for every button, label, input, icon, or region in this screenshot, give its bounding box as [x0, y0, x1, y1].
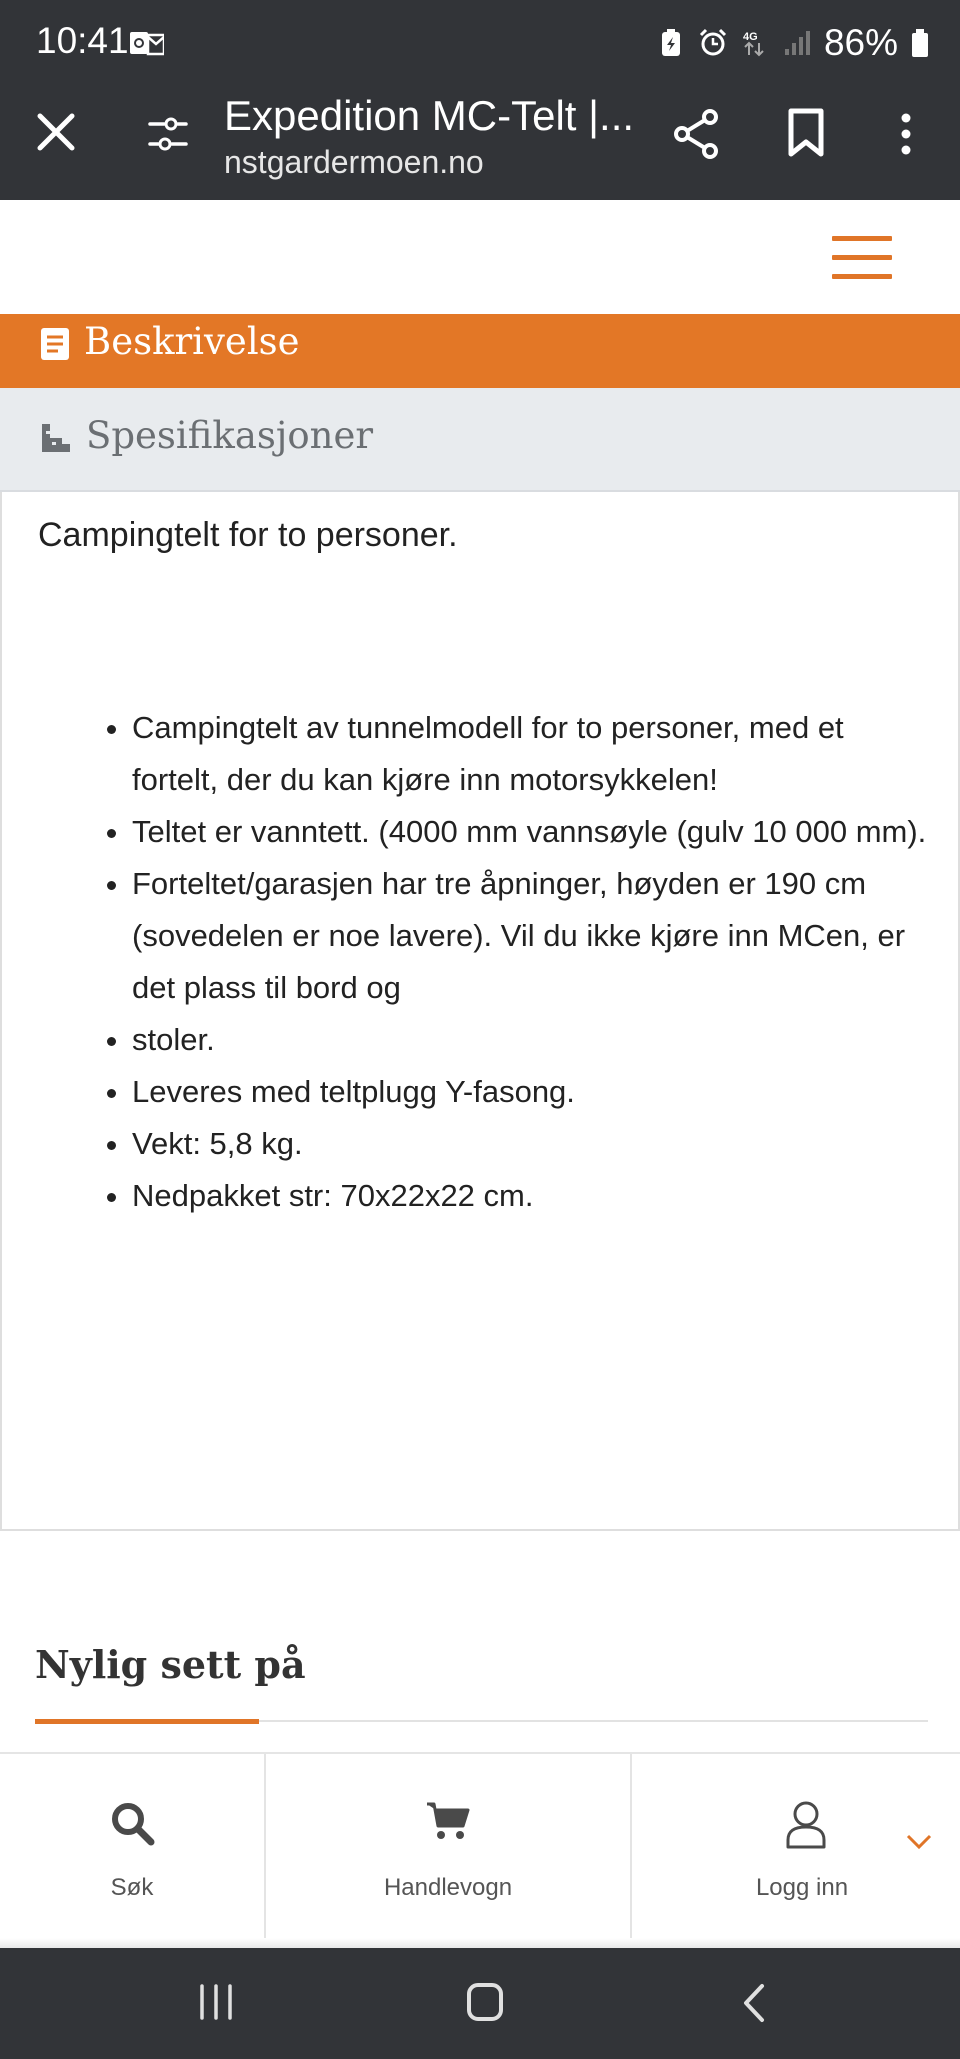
login-label: Logg inn [755, 1874, 849, 1901]
page-title[interactable]: Expedition MC-Telt |... [224, 92, 635, 139]
page-url[interactable]: nstgardermoen.no [224, 144, 484, 180]
search-icon [109, 1800, 155, 1846]
tab-description-label: Beskrivelse [84, 320, 300, 363]
site-header [0, 200, 960, 314]
description-list [132, 702, 932, 1222]
list-item: • Campingtelt av tunnelmodell for to personer, med et fortelt, der du kan kjøre inn motorsykkelen! [132, 702, 932, 806]
list-item: • Forteltet/garasjen har tre åpninger, høyden er 190 cm (sovedelen er noe lavere). Vil du ikke kjøre inn MCen, er det plass til bord og [132, 858, 932, 1014]
list-item: • Nedpakket str: 70x22x22 cm. [132, 1170, 932, 1222]
battery-percentage: 86% [823, 22, 898, 63]
list-item: • Leveres med teltplugg Y-fasong. [132, 1066, 932, 1118]
bookmark-icon[interactable] [786, 108, 826, 158]
status-right-group [656, 18, 930, 68]
list-item: • Vekt: 5,8 kg. [132, 1118, 932, 1170]
more-options-icon[interactable] [894, 110, 918, 158]
signal-icon [782, 28, 812, 58]
tab-specifications-label: Spesifikasjoner [86, 414, 374, 457]
cart-icon [425, 1800, 471, 1842]
document-icon [40, 326, 70, 362]
search-button[interactable] [0, 1754, 264, 1940]
site-settings-icon[interactable] [148, 114, 188, 154]
system-navigation-bar [0, 1948, 960, 2059]
tab-specifications[interactable] [0, 388, 960, 492]
user-icon [784, 1800, 828, 1850]
outlook-notification-icon [130, 30, 164, 56]
close-icon[interactable] [34, 110, 78, 154]
recent-apps-icon[interactable] [196, 1984, 236, 2020]
status-bar [0, 0, 960, 88]
cart-button[interactable] [266, 1754, 630, 1940]
description-intro: Campingtelt for to personer. [38, 516, 458, 554]
bottom-nav-shadow [0, 1938, 960, 1948]
network-type-label: 4G [742, 31, 758, 43]
specifications-icon [40, 422, 72, 454]
menu-icon[interactable] [832, 236, 892, 280]
search-label: Søk [110, 1874, 154, 1901]
status-time: 10:41 [36, 20, 129, 61]
section-accent-underline [35, 1719, 259, 1724]
browser-toolbar [0, 88, 960, 200]
mobile-data-icon [740, 28, 770, 58]
chevron-down-icon[interactable] [904, 1832, 934, 1852]
battery-saver-icon [656, 28, 686, 58]
description-panel [0, 492, 960, 1531]
list-item: • stoler. [132, 1014, 932, 1066]
alarm-icon [698, 28, 728, 58]
cart-label: Handlevogn [383, 1874, 513, 1901]
recently-viewed-title: Nylig sett på [35, 1642, 306, 1687]
share-icon[interactable] [672, 108, 720, 160]
home-icon[interactable] [466, 1982, 504, 2022]
list-item: • Teltet er vanntett. (4000 mm vannsøyle (gulv 10 000 mm). [132, 806, 932, 858]
battery-icon [910, 28, 930, 58]
bottom-navigation [0, 1752, 960, 1948]
back-icon[interactable] [742, 1982, 766, 2024]
tab-description[interactable] [0, 314, 960, 388]
